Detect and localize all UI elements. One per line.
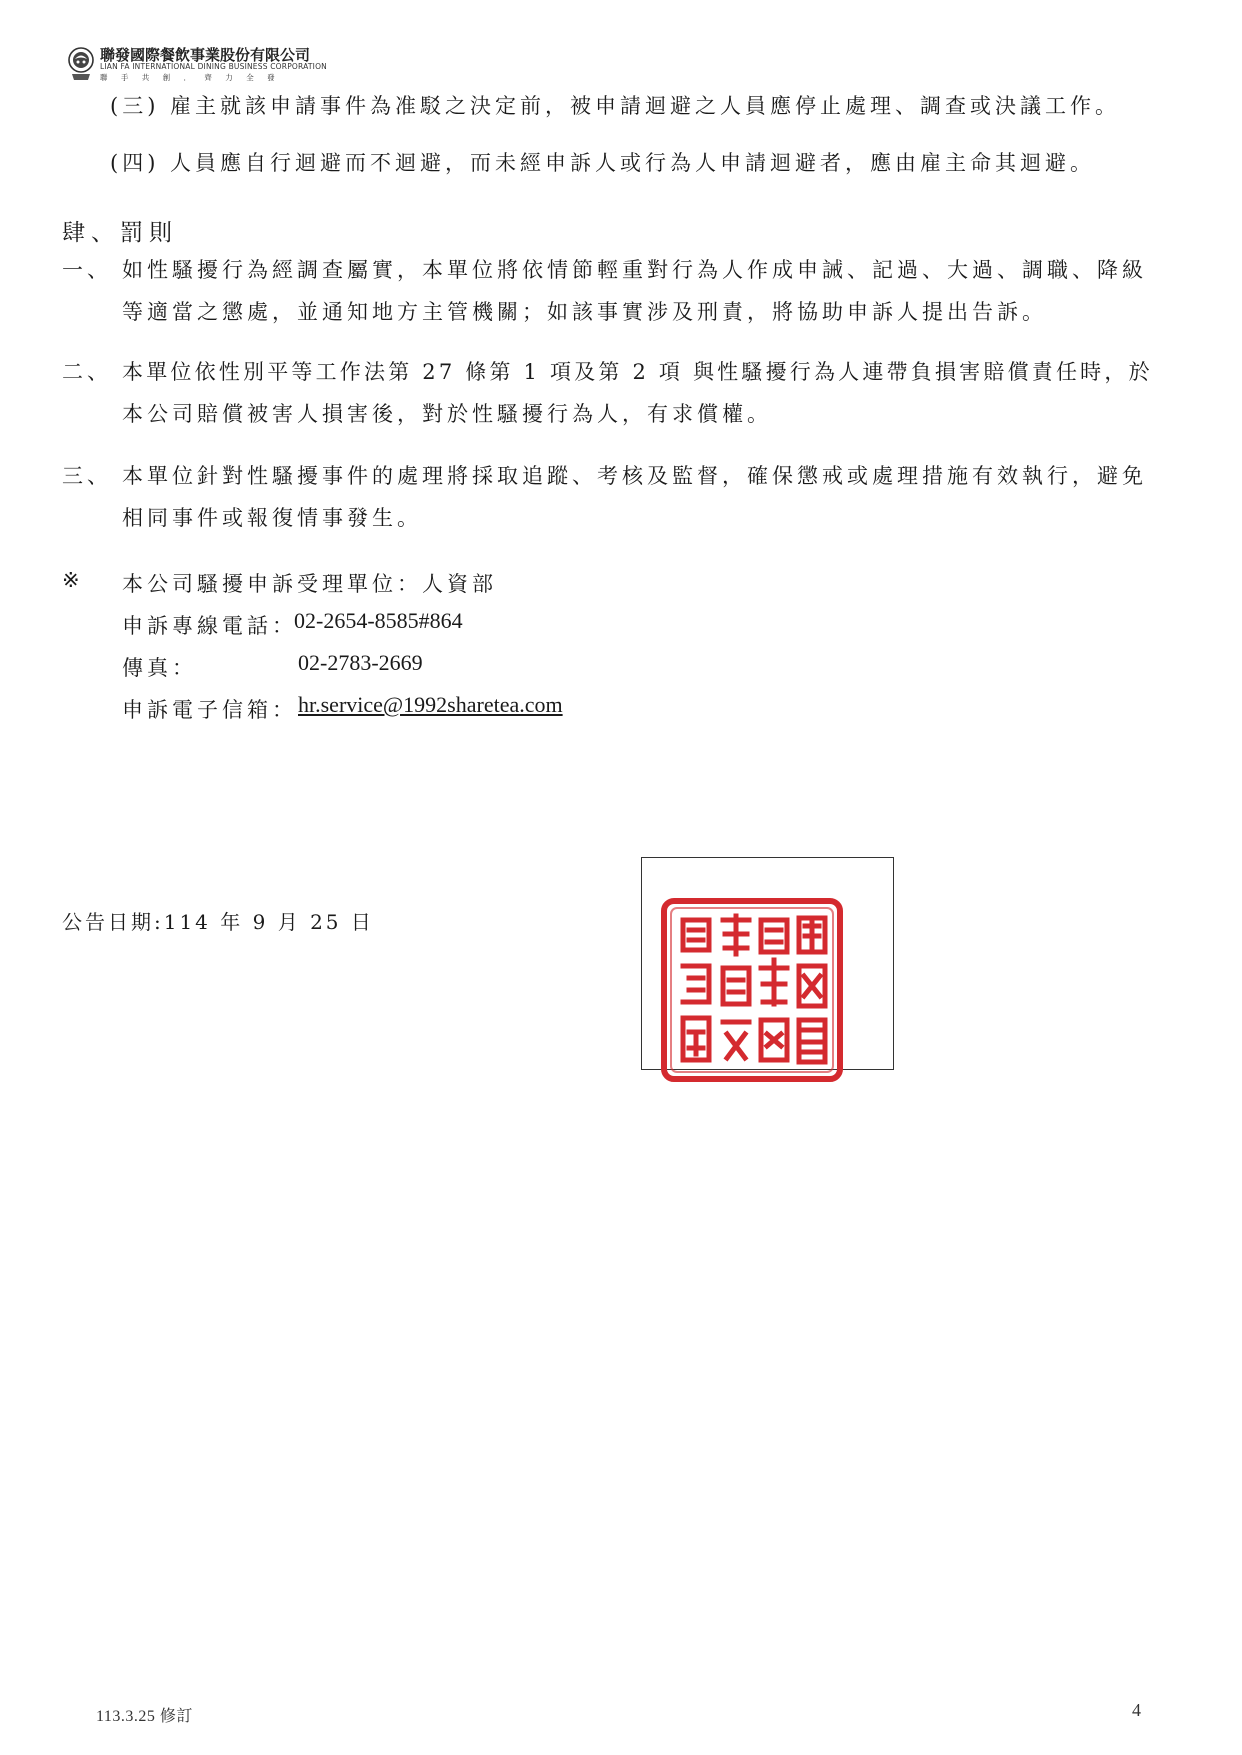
rule-3-line1: 本單位針對性騷擾事件的處理將採取追蹤、考核及監督，確保懲戒或處理措施有效執行，避免 [122,464,1147,488]
fax-value: 02-2783-2669 [298,650,423,675]
revision-date: 113.3.25 修訂 [96,1708,193,1725]
company-logo-icon [66,44,96,84]
company-name-en: LIAN FA INTERNATIONAL DINING BUSINESS CORPORATION [100,62,327,71]
rule-2-label: 二、 [62,360,112,384]
email-link[interactable]: hr.service@1992sharetea.com [298,692,563,717]
company-motto: 聯 手 共 創 ． 齊 力 全 發 [100,73,281,82]
company-name-zh: 聯發國際餐飲事業股份有限公司 [100,46,311,64]
fax-label: 傳真： [122,656,197,680]
item-4-text: 人員應自行迴避而不迴避，而未經申訴人或行為人申請迴避者，應由雇主命其迴避。 [170,151,1095,175]
item-3-text: 雇主就該申請事件為准駁之決定前，被申請迴避之人員應停止處理、調查或決議工作。 [170,94,1120,118]
rule-1-label: 一、 [62,258,112,282]
rule-2-line1: 本單位依性別平等工作法第 27 條第 1 項及第 2 項 與性騷擾行為人連帶負損害賠償責任時，於 [122,360,1153,384]
page-number: 4 [1132,1700,1142,1720]
rule-3-label: 三、 [62,464,112,488]
phone-value: 02-2654-8585#864 [294,608,463,633]
rule-3-line2: 相同事件或報復情事發生。 [122,506,422,530]
item-4-label: (四) [110,151,160,175]
rule-2-line2: 本公司賠償被害人損害後，對於性騷擾行為人，有求償權。 [122,402,772,426]
rule-1-line1: 如性騷擾行為經調查屬實，本單位將依情節輕重對行為人作成申誡、記過、大過、調職、降級 [122,258,1147,282]
announcement-date: 公告日期:114 年 9 月 25 日 [62,910,374,934]
section-title: 肆、罰則 [62,220,178,246]
reference-mark: ※ [62,568,84,592]
complaint-unit: 本公司騷擾申訴受理單位：人資部 [122,572,497,596]
item-3-label: (三) [110,94,160,118]
rule-1-line2: 等適當之懲處，並通知地方主管機關；如該事實涉及刑責，將協助申訴人提出告訴。 [122,300,1047,324]
email-label: 申訴電子信箱： [122,698,297,722]
phone-label: 申訴專線電話： [122,614,297,638]
company-seal-stamp [661,898,843,1082]
